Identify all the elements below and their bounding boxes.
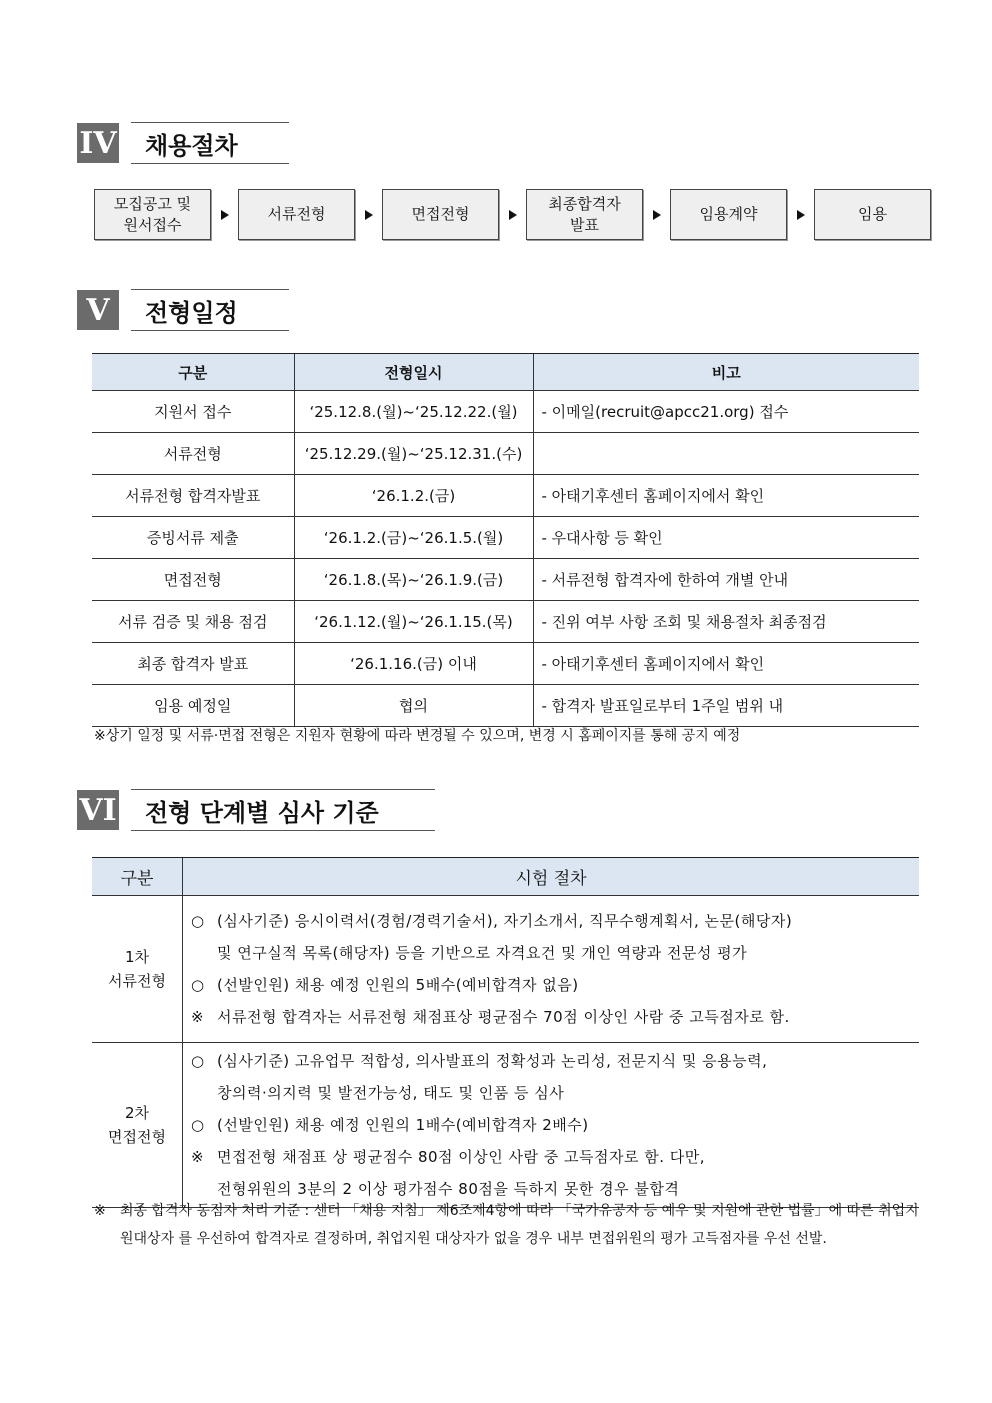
note-marker: ※ xyxy=(191,1008,205,1026)
criteria-line: (선발인원) 채용 예정 인원의 1배수(예비합격자 2배수) xyxy=(217,1116,589,1134)
arrow-right-icon xyxy=(211,210,238,220)
note-marker: ※ xyxy=(191,1148,205,1166)
schedule-footnote: ※상기 일정 및 서류·면접 전형은 지원자 현황에 따라 변경될 수 있으며, 변경 시 홈페이지를 통해 공지 예정 xyxy=(94,728,741,744)
table-row xyxy=(92,685,919,727)
table-row xyxy=(92,896,919,1043)
criteria-footnote xyxy=(94,1197,920,1253)
schedule-note: - 이메일(recruit@apcc21.org) 접수 xyxy=(533,391,919,433)
table-row xyxy=(92,517,919,559)
schedule-category: 임용 예정일 xyxy=(92,685,294,727)
stage-criteria xyxy=(183,896,920,1043)
criteria-line: 및 연구실적 목록(해당자) 등을 기반으로 자격요건 및 개인 역량과 전문성 평가 xyxy=(217,944,748,962)
schedule-note: - 서류전형 합격자에 한하여 개별 안내 xyxy=(533,559,919,601)
arrow-right-icon xyxy=(355,210,382,220)
criteria-table xyxy=(92,857,919,1208)
process-step-3: 면접전형 xyxy=(382,189,499,240)
arrow-right-icon xyxy=(643,210,670,220)
column-header: 시험 절차 xyxy=(183,858,920,896)
column-header: 구분 xyxy=(92,858,183,896)
bullet-marker: ○ xyxy=(191,976,205,994)
section-header-schedule xyxy=(77,289,289,331)
table-row xyxy=(92,601,919,643)
criteria-line: (심사기준) 응시이력서(경험/경력기술서), 자기소개서, 직무수행계획서, 논문(해당자) xyxy=(217,912,793,930)
table-row xyxy=(92,475,919,517)
schedule-note: - 우대사항 등 확인 xyxy=(533,517,919,559)
schedule-note: - 아태기후센터 홈페이지에서 확인 xyxy=(533,475,919,517)
criteria-line: (선발인원) 채용 예정 인원의 5배수(예비합격자 없음) xyxy=(217,976,579,994)
schedule-note: - 진위 여부 사항 조회 및 채용절차 최종점검 xyxy=(533,601,919,643)
table-row xyxy=(92,643,919,685)
bullet-marker: ○ xyxy=(191,912,205,930)
section-numeral: VI xyxy=(77,790,119,830)
criteria-line: 전형위원의 3분의 2 이상 평가점수 80점을 득하지 못한 경우 불합격 xyxy=(217,1180,680,1198)
stage-label: 2차 면접전형 xyxy=(92,1043,183,1208)
process-step-5: 임용계약 xyxy=(670,189,787,240)
schedule-category: 증빙서류 제출 xyxy=(92,517,294,559)
schedule-category: 지원서 접수 xyxy=(92,391,294,433)
criteria-line: 면접전형 채점표 상 평균점수 80점 이상인 사람 중 고득점자로 함. 다만, xyxy=(217,1148,706,1166)
schedule-category: 서류전형 합격자발표 xyxy=(92,475,294,517)
table-row xyxy=(92,1043,919,1208)
table-header-row xyxy=(92,354,919,391)
process-flow xyxy=(94,189,931,240)
schedule-table xyxy=(92,353,919,727)
process-step-1: 모집공고 및 원서접수 xyxy=(94,189,211,240)
criteria-line: 서류전형 합격자는 서류전형 채점표상 평균점수 70점 이상인 사람 중 고득점자로 함. xyxy=(217,1008,790,1026)
stage-label: 1차 서류전형 xyxy=(92,896,183,1043)
process-step-6: 임용 xyxy=(814,189,931,240)
schedule-category: 면접전형 xyxy=(92,559,294,601)
schedule-date: ‘26.1.2.(금)~‘26.1.5.(월) xyxy=(294,517,533,559)
schedule-date: ‘26.1.2.(금) xyxy=(294,475,533,517)
schedule-note xyxy=(533,433,919,475)
note-marker: ※ xyxy=(94,1203,106,1219)
schedule-date: ‘25.12.8.(월)~‘25.12.22.(월) xyxy=(294,391,533,433)
arrow-right-icon xyxy=(499,210,526,220)
schedule-date: 협의 xyxy=(294,685,533,727)
bullet-marker: ○ xyxy=(191,1116,205,1134)
bullet-marker: ○ xyxy=(191,1052,205,1070)
column-header: 전형일시 xyxy=(294,354,533,391)
schedule-date: ‘26.1.8.(목)~‘26.1.9.(금) xyxy=(294,559,533,601)
table-row xyxy=(92,433,919,475)
section-header-process xyxy=(77,122,289,164)
schedule-date: ‘26.1.16.(금) 이내 xyxy=(294,643,533,685)
stage-criteria xyxy=(183,1043,920,1208)
process-step-2: 서류전형 xyxy=(238,189,355,240)
process-step-4: 최종합격자 발표 xyxy=(526,189,643,240)
schedule-category: 최종 합격자 발표 xyxy=(92,643,294,685)
arrow-right-icon xyxy=(787,210,814,220)
section-numeral: IV xyxy=(77,123,119,163)
schedule-category: 서류 검증 및 채용 점검 xyxy=(92,601,294,643)
table-row xyxy=(92,559,919,601)
criteria-line: 창의력·의지력 및 발전가능성, 태도 및 인품 등 심사 xyxy=(217,1084,565,1102)
section-title: 전형 단계별 심사 기준 xyxy=(131,789,435,831)
schedule-note: - 합격자 발표일로부터 1주일 범위 내 xyxy=(533,685,919,727)
schedule-date: ‘26.1.12.(월)~‘26.1.15.(목) xyxy=(294,601,533,643)
criteria-line: (심사기준) 고유업무 적합성, 의사발표의 정확성과 논리성, 전문지식 및 응용능력, xyxy=(217,1052,768,1070)
tiebreak-rule-text: 최종 합격자 동점자 처리 기준 : 센터 「채용 지침」 제6조제4항에 따라 「국가유공자 등 예우 및 지원에 관한 법률」에 따른 취업지원대상자 를 우선하여 합격자로 결정하며, 취업지원 대상자가 없을 경우 내부 면접위원의 평가 고득점자를 우선 선발. xyxy=(120,1203,919,1247)
table-row xyxy=(92,391,919,433)
section-header-criteria xyxy=(77,789,435,831)
schedule-category: 서류전형 xyxy=(92,433,294,475)
schedule-date: ‘25.12.29.(월)~‘25.12.31.(수) xyxy=(294,433,533,475)
section-title: 채용절차 xyxy=(131,122,289,164)
table-header-row xyxy=(92,858,919,896)
column-header: 비고 xyxy=(533,354,919,391)
section-numeral: V xyxy=(77,290,119,330)
column-header: 구분 xyxy=(92,354,294,391)
section-title: 전형일정 xyxy=(131,289,289,331)
schedule-note: - 아태기후센터 홈페이지에서 확인 xyxy=(533,643,919,685)
